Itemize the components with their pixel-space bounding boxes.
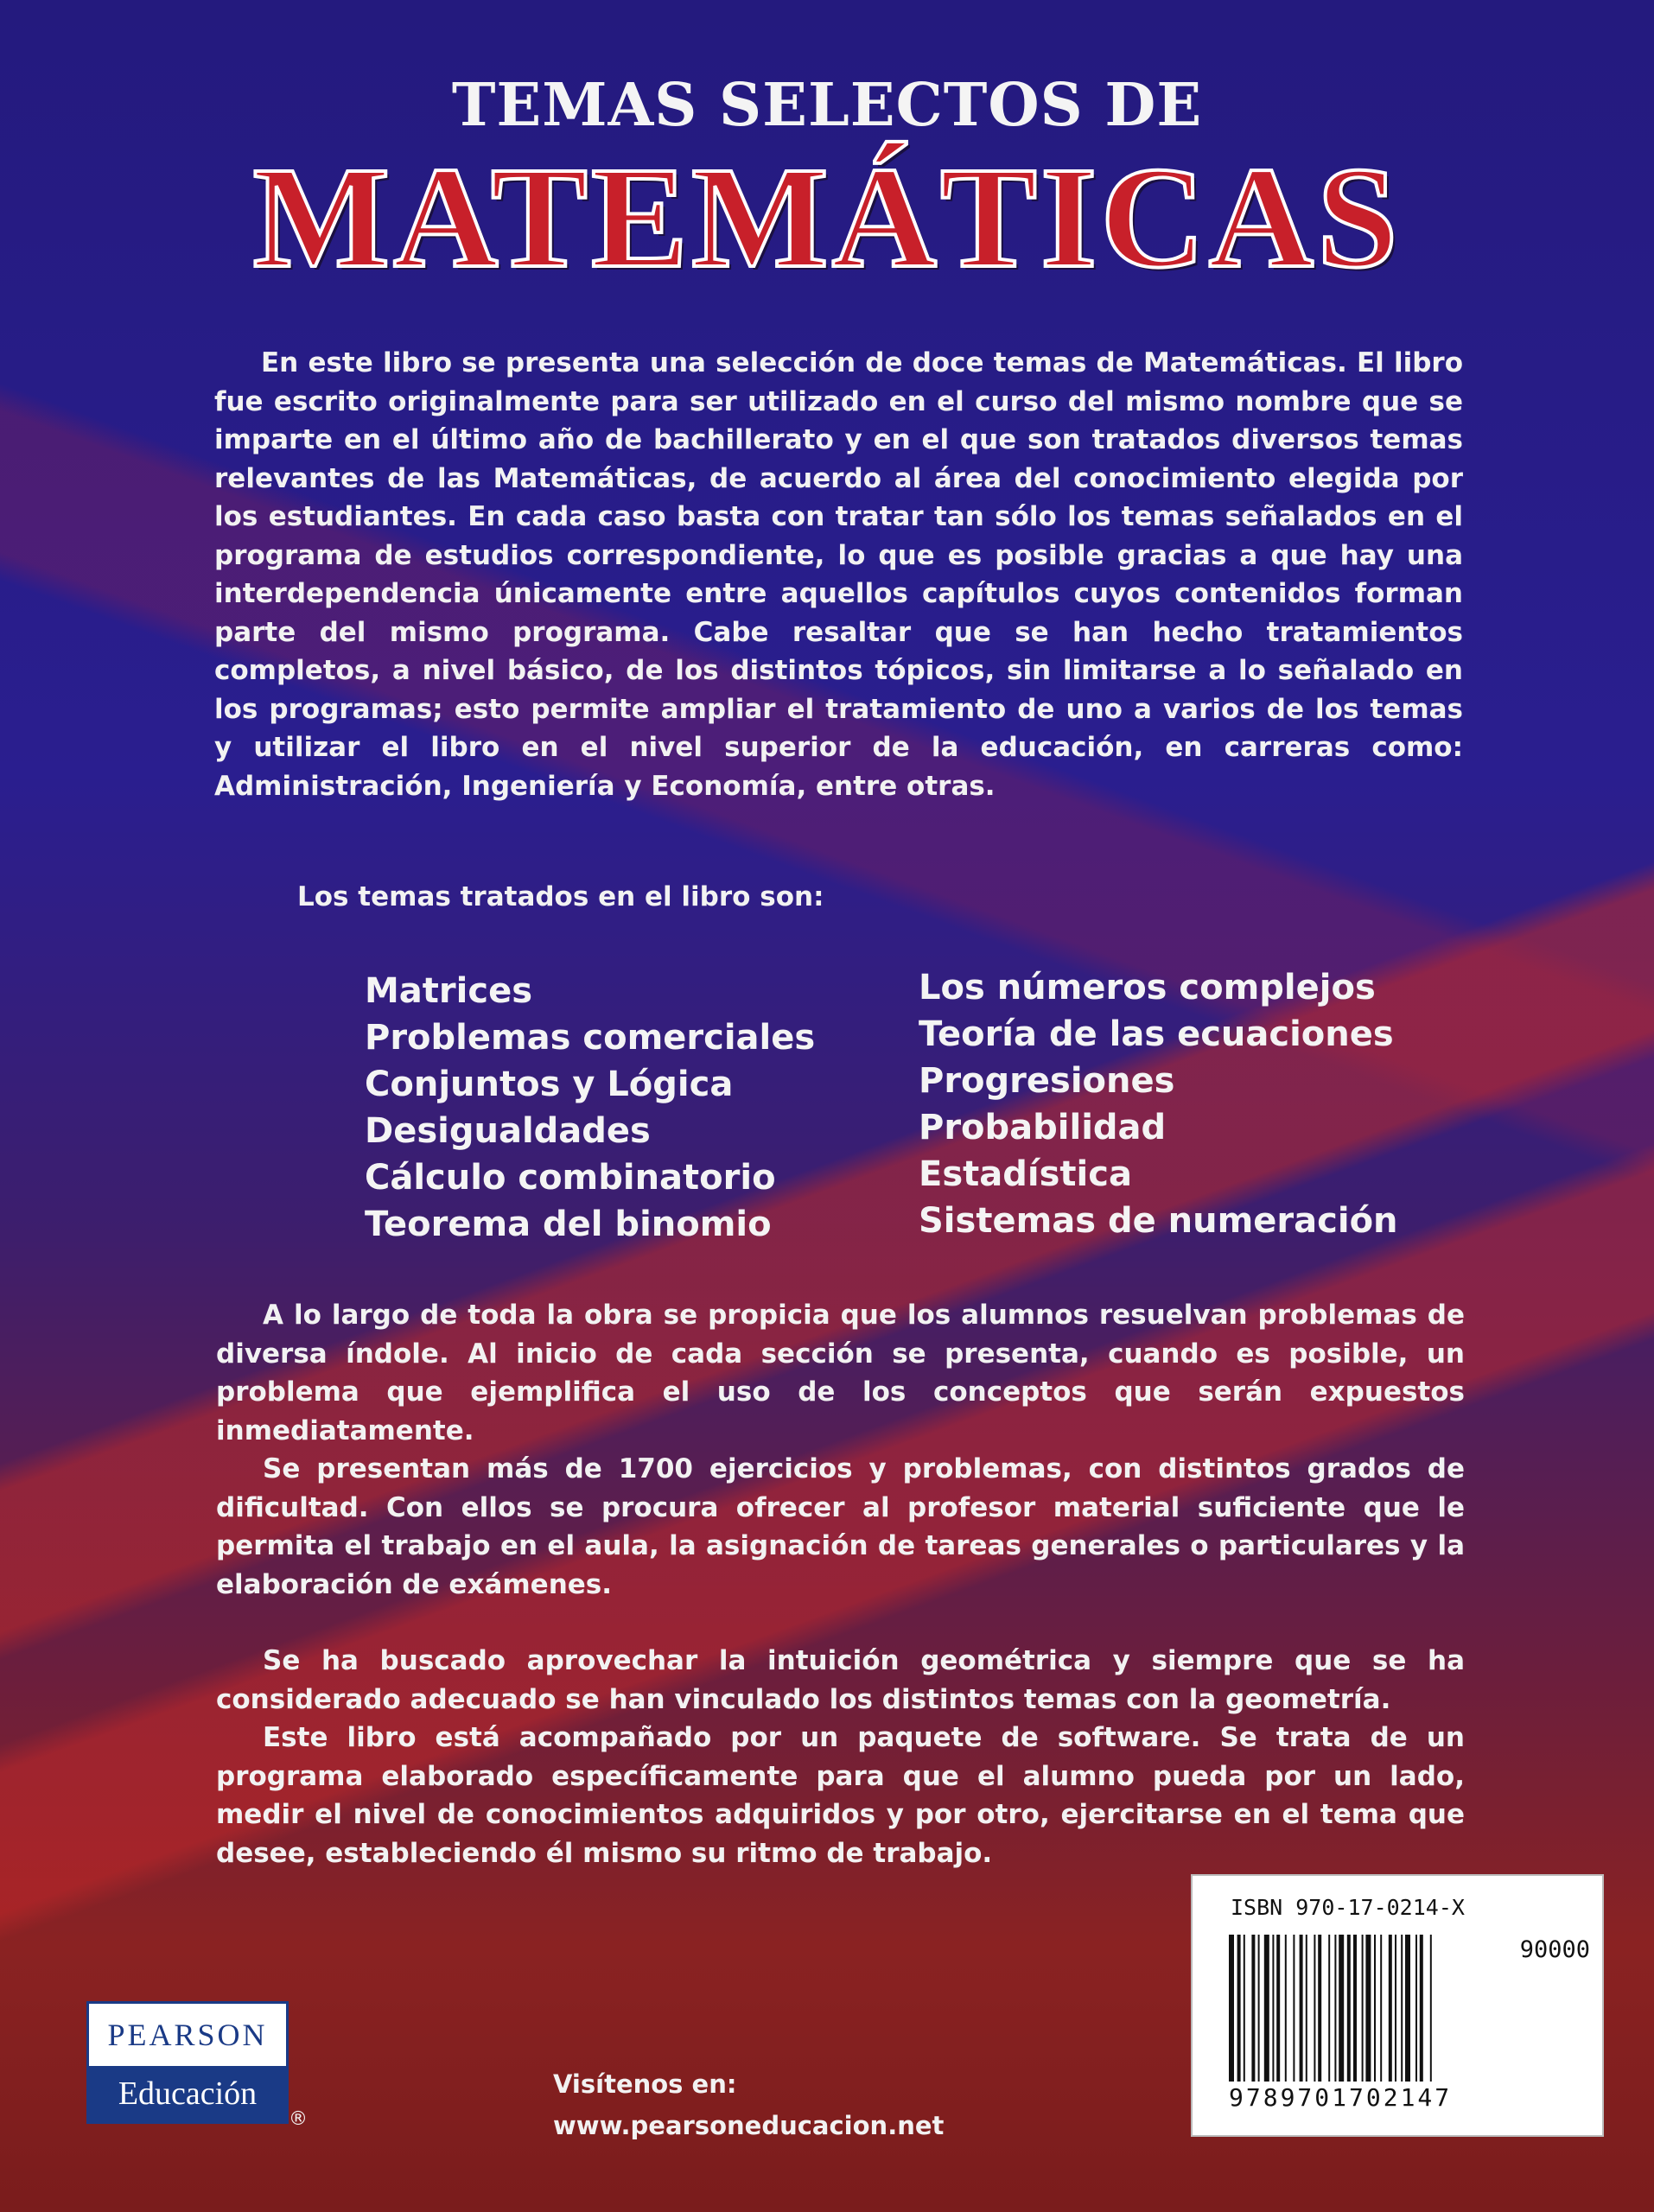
title-line1: TEMAS SELECTOS DE <box>451 71 1203 140</box>
publisher-division: Educación <box>89 2066 286 2121</box>
pearson-logo <box>86 2001 289 2124</box>
intro-paragraph: En este libro se presenta una selección de doce temas de Matemáticas. El libro fue escrito originalmente para ser utilizado en el curso del mismo nombre que se imparte en el último año de bachillerato y en el que son tratados diversos temas relevantes de las Matemáticas, de acuerdo al área del conocimiento elegida por los estudiantes. En cada caso basta con tratar tan sólo los temas señalados en el programa de estudios correspondiente, lo que es posible gracias a que hay una interdependencia únicamente entre aquellos capítulos cuyos contenidos forman parte del mismo programa. Cabe resaltar que se han hecho tratamientos completos, a nivel básico, de los distintos tópicos, sin limitarse a lo señalado en los programas; esto permite ampliar el tratamiento de uno a varios de los temas y utilizar el libro en el nivel superior de la educación, en carreras como: Administración, Ingeniería y Economía, entre otras. <box>214 347 1463 802</box>
topic-item: Los números complejos <box>919 968 1376 1007</box>
publisher-name: PEARSON <box>107 2018 268 2052</box>
topic-item: Estadística <box>919 1154 1132 1194</box>
ean-number: 9789701702147 <box>1229 2083 1453 2112</box>
topic-item: Problemas comerciales <box>365 1018 816 1058</box>
book-title: MATEMÁTICAS <box>252 137 1402 298</box>
topic-item: Desigualdades <box>365 1111 651 1151</box>
website-url: www.pearsoneducacion.net <box>553 2111 945 2140</box>
paragraph-problems: A lo largo de toda la obra se propicia que los alumnos resuelvan problemas de diversa índole. Al inicio de cada sección se presenta, cuando es posible, un problema que ejemplifica el uso de los conceptos que serán expuestos inmediatamente. <box>216 1300 1465 1446</box>
topic-item: Teorema del binomio <box>365 1205 772 1244</box>
topic-item: Matrices <box>365 971 533 1011</box>
visit-label: Visítenos en: <box>553 2069 737 2099</box>
topics-lead: Los temas tratados en el libro son: <box>297 881 824 912</box>
topic-item: Sistemas de numeración <box>919 1201 1398 1241</box>
paragraph-geometry: Se ha buscado aprovechar la intuición geométrica y siempre que se ha considerado adecuado se han vinculado los distintos temas con la geometría. <box>216 1645 1465 1715</box>
paragraph-exercises: Se presentan más de 1700 ejercicios y problemas, con distintos grados de dificultad. Con ellos se procura ofrecer al profesor material suficiente que le permita el trabajo en el aula, la asignación de tareas generales o particulares y la elaboración de exámenes. <box>216 1453 1465 1600</box>
isbn-barcode-box <box>1191 1874 1604 2137</box>
topic-item: Cálculo combinatorio <box>365 1158 776 1198</box>
topic-item: Conjuntos y Lógica <box>365 1065 734 1104</box>
registered-mark: ® <box>289 2108 308 2130</box>
topics-column-2 <box>919 964 1398 1244</box>
topic-item: Progresiones <box>919 1061 1175 1101</box>
topic-item: Probabilidad <box>919 1108 1167 1147</box>
visit-block <box>553 2063 944 2146</box>
price-code: 90000 <box>1519 1936 1590 1963</box>
paragraph-software: Este libro está acompañado por un paquete de software. Se trata de un programa elaborado específicamente para que el alumno pueda por un lado, medir el nivel de conocimientos adquiridos y por otro, ejercitarse en el tema que desee, estableciendo él mismo su ritmo de trabajo. <box>216 1722 1465 1869</box>
isbn-label: ISBN 970-17-0214-X <box>1231 1895 1465 1920</box>
barcode-icon <box>1229 1935 1488 2092</box>
topic-item: Teoría de las ecuaciones <box>919 1014 1394 1054</box>
topics-column-1 <box>365 968 815 1248</box>
